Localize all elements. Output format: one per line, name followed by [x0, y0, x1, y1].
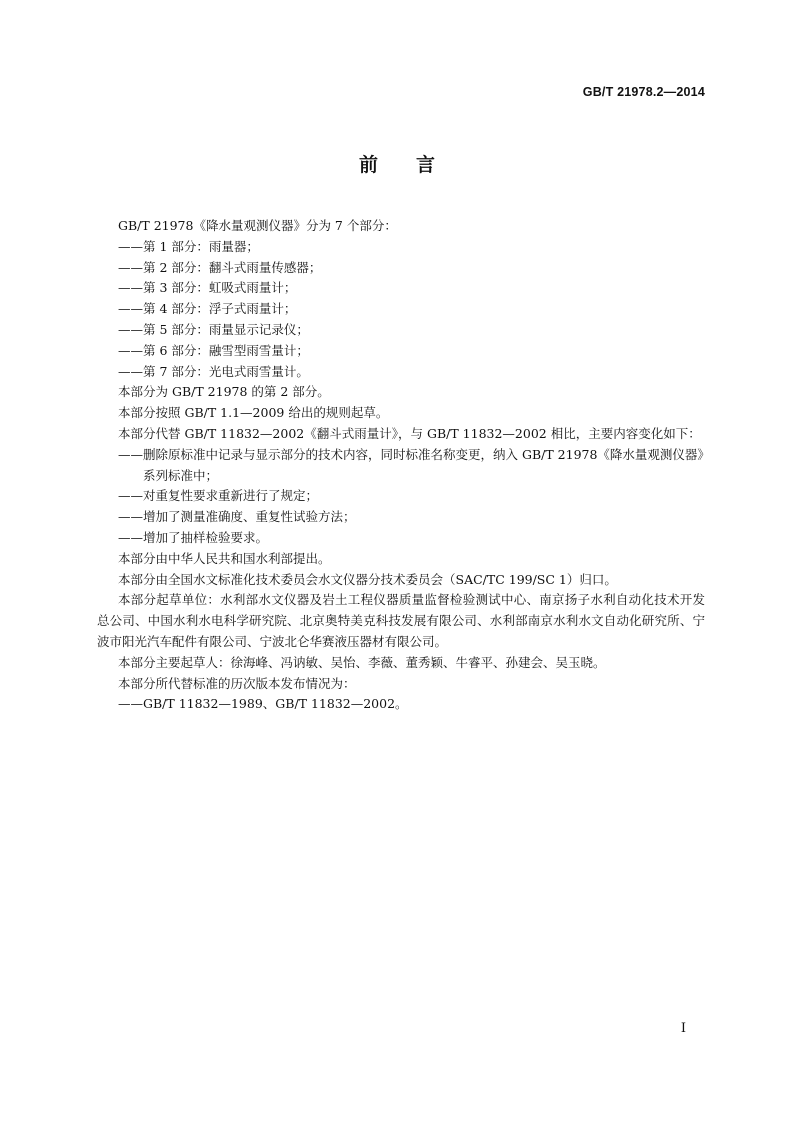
document-body [97, 216, 705, 715]
list-item: ——第 5 部分：雨量显示记录仪； [118, 321, 309, 337]
paragraph: 本部分所代替标准的历次版本发布情况为： [118, 675, 356, 691]
list-item: ——第 2 部分：翻斗式雨量传感器； [118, 259, 322, 275]
list-item: ——增加了抽样检验要求。 [118, 529, 269, 545]
list-item: ——第 1 部分：雨量器； [118, 238, 259, 254]
paragraph: 本部分由全国水文标准化技术委员会水文仪器分技术委员会（SAC/TC 199/SC 1）归口。 [118, 571, 617, 587]
list-item: ——删除原标准中记录与显示部分的技术内容，同时标准名称变更，纳入 GB/T 21978《降水量观测仪器》系列标准中； [118, 446, 704, 483]
paragraph: 本部分为 GB/T 21978 的第 2 部分。 [118, 384, 330, 400]
paragraph: 本部分起草单位：水利部水文仪器及岩土工程仪器质量监督检验测试中心、南京扬子水利自动化技术开发总公司、中国水利水电科学研究院、北京奥特美克科技发展有限公司、水利部南京水利水文自动化研究所、宁波市阳光汽车配件有限公司、宁波北仑华赛液压器材有限公司。 [97, 592, 705, 649]
page-title: 前言 [358, 154, 473, 176]
list-item: ——第 4 部分：浮子式雨量计； [118, 301, 297, 317]
paragraph: 本部分代替 GB/T 11832—2002《翻斗式雨量计》，与 GB/T 11832—2002 相比，主要内容变化如下： [118, 425, 701, 441]
standard-number: GB/T 21978.2—2014 [582, 85, 705, 99]
list-item: ——对重复性要求重新进行了规定； [118, 488, 319, 504]
paragraph: 本部分主要起草人：徐海峰、冯讷敏、吴怡、李薇、董秀颖、牛睿平、孙建会、吴玉晓。 [118, 654, 606, 670]
list-item: ——增加了测量准确度、重复性试验方法； [118, 509, 356, 525]
page-number: I [680, 1021, 686, 1036]
paragraph: 本部分按照 GB/T 1.1—2009 给出的规则起草。 [118, 405, 389, 421]
paragraph: GB/T 21978《降水量观测仪器》分为 7 个部分： [118, 218, 397, 233]
list-item: ——第 7 部分：光电式雨雪量计。 [118, 363, 309, 379]
list-item: ——GB/T 11832—1989、GB/T 11832—2002。 [118, 696, 408, 712]
list-item: ——第 6 部分：融雪型雨雪量计； [118, 342, 309, 358]
list-item: ——第 3 部分：虹吸式雨量计； [118, 280, 297, 296]
paragraph: 本部分由中华人民共和国水利部提出。 [118, 550, 331, 566]
